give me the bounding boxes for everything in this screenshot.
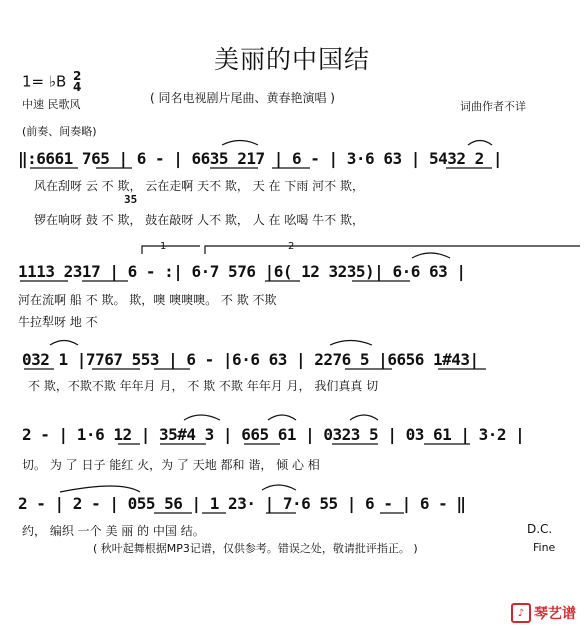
volta-2-bracket xyxy=(205,246,580,254)
notation-row-5: 2 - | 2 - | 055 56 | 1 23· | 7·6 55 | 6 - | 6 - ‖ xyxy=(18,494,466,513)
intro-note: (前奏、间奏略) xyxy=(22,125,97,138)
song-title: 美丽的中国结 xyxy=(213,45,370,74)
music-note-icon: ♪ xyxy=(511,603,531,623)
brand-name: 琴艺谱 xyxy=(534,606,576,622)
lyrics-row-2-verse-2: 牛拉犁呀 地 不 xyxy=(18,315,98,329)
volta-1-bracket xyxy=(142,246,200,254)
key-text: 1= ♭B xyxy=(22,72,67,91)
transcriber-footnote: ( 秋叶起舞根据MP3记谱，仅供参考。错误之处，敬请批评指正。 ) xyxy=(93,542,418,555)
volta-1-label: 1 xyxy=(160,241,167,252)
alt-notes-row-1: 35 xyxy=(124,193,138,206)
tempo-marking: 中速 民歌风 xyxy=(22,98,81,111)
notation-row-1: ‖:6661 765 | 6 - | 6635 217 | 6 - | 3·6 63 | 5432 2 | xyxy=(18,149,503,168)
fine-marking: Fine xyxy=(533,541,556,554)
lyrics-row-3: 不 欺，不欺不欺 年年月 月， 不 欺 不欺 年年月 月， 我们真真 切 xyxy=(28,379,379,393)
notation-row-3: 032 1 |7767 553 | 6 - |6·6 63 | 2276 5 |6656 1#43| xyxy=(22,350,479,369)
lyrics-row-1-verse-1: 风在刮呀 云 不 欺， 云在走啊 天不 欺， 天 在 下雨 河不 欺， xyxy=(34,179,364,193)
notation-row-2: 1113 2317 | 6 - :| 6·7 576 |6( 12 3235)| 6·6 63 | xyxy=(18,262,466,281)
time-sig-bottom: 4 xyxy=(73,80,82,94)
time-sig-top: 2 xyxy=(73,69,82,83)
volta-2-label: 2 xyxy=(288,241,295,252)
author-note: 词曲作者不详 xyxy=(460,100,526,113)
dc-marking: D.C. xyxy=(527,522,553,536)
song-credit: ( 同名电视剧片尾曲、黄春艳演唱 ) xyxy=(150,91,335,105)
lyrics-row-5: 约， 编织 一个 美 丽 的 中国 结。 xyxy=(22,524,205,538)
lyrics-row-4: 切。 为 了 日子 能红 火，为 了 天地 都和 谐， 倾 心 相 xyxy=(22,458,320,472)
notation-row-4: 2 - | 1·6 12 | 35#4 3 | 665 61 | 0323 5 | 03 61 | 3·2 | xyxy=(22,425,525,444)
lyrics-row-1-verse-2: 锣在响呀 鼓 不 欺， 鼓在敲呀 人不 欺， 人 在 吆喝 牛不 欺， xyxy=(34,213,364,227)
lyrics-row-2-verse-1: 河在流啊 船 不 欺。 欺，噢 噢噢噢。 不 欺 不欺 xyxy=(18,293,277,307)
